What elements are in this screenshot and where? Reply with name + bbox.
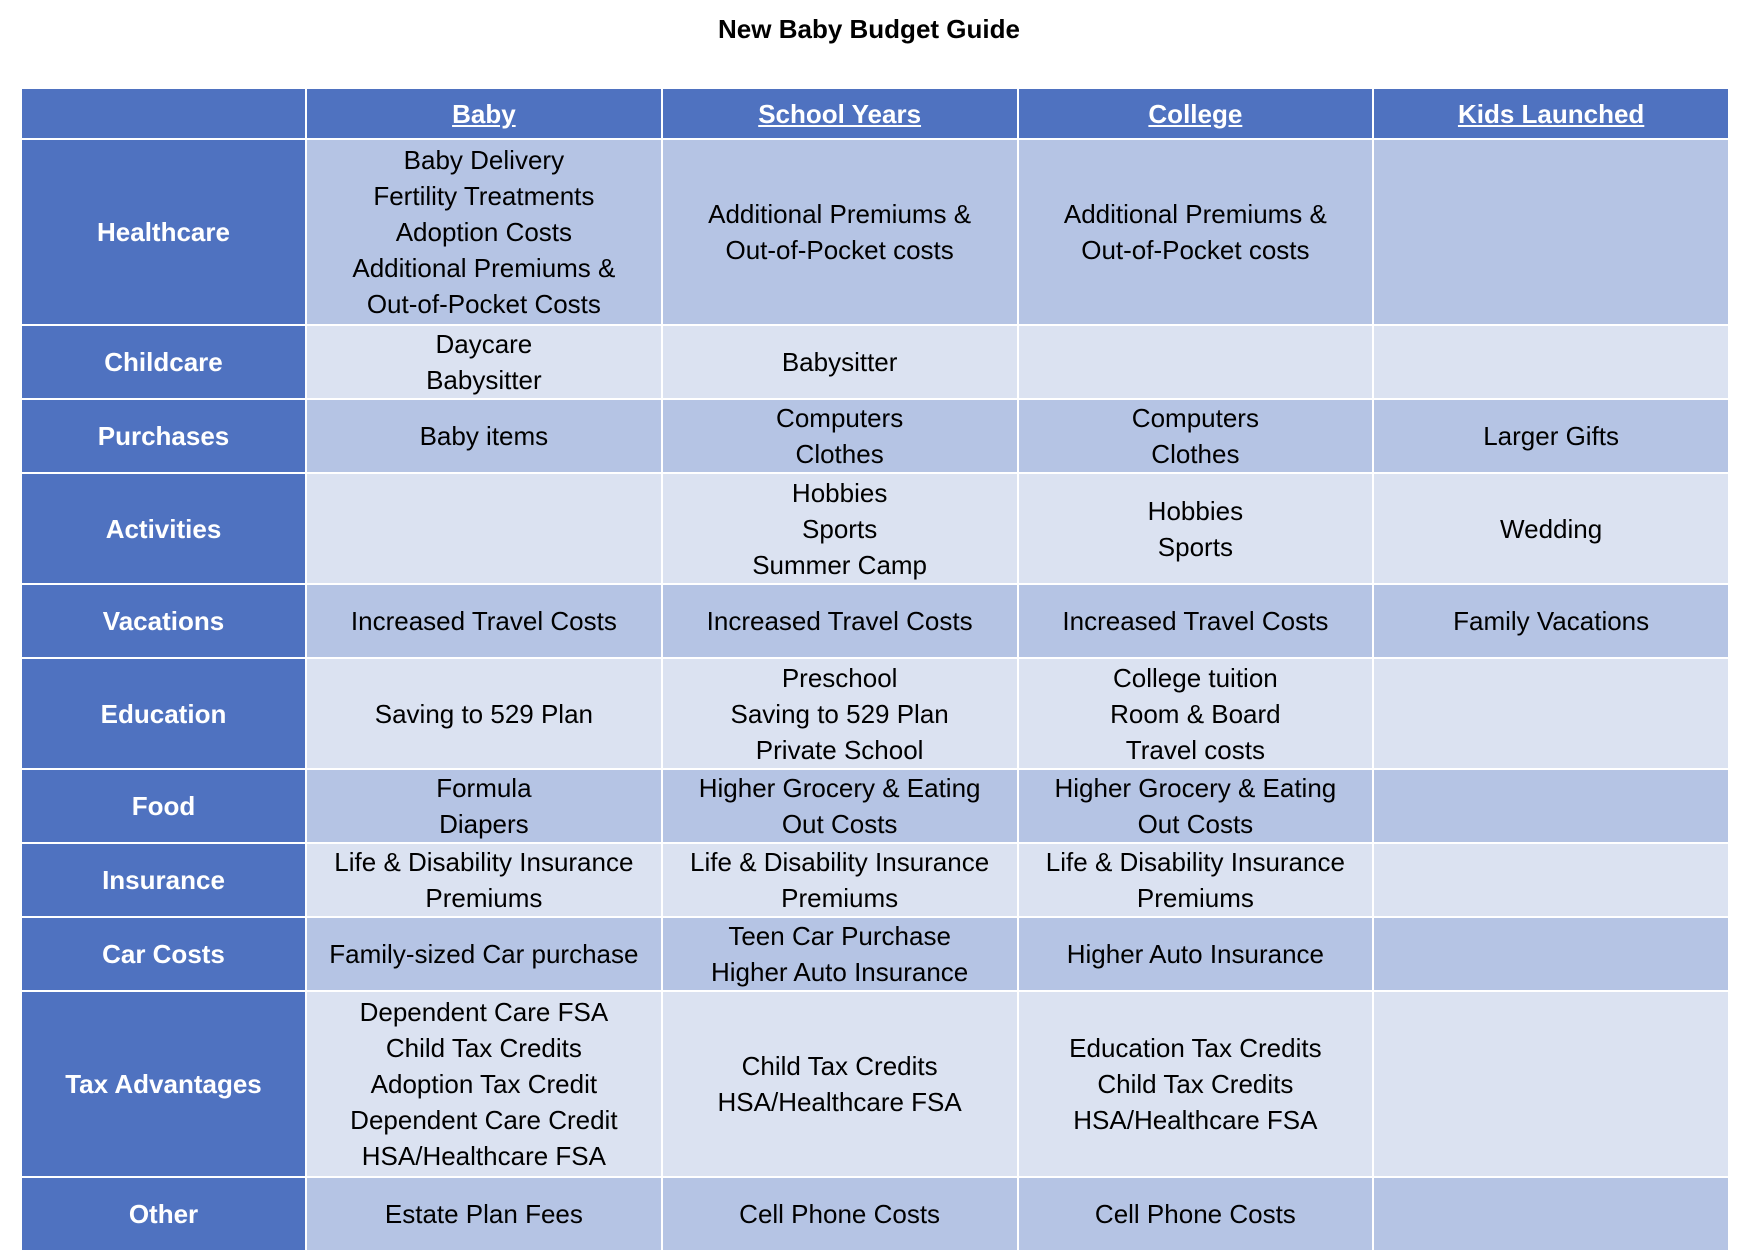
cell-line: Computers <box>1131 403 1259 433</box>
cell-line: Wedding <box>1500 513 1603 544</box>
table-cell <box>306 325 662 399</box>
cell-line: Higher Auto Insurance <box>710 957 969 987</box>
budget-table <box>20 87 1730 1252</box>
cell-line: Premiums <box>1136 883 1254 913</box>
row-header: Car Costs <box>21 917 306 991</box>
table-cell <box>662 584 1018 658</box>
table-cell <box>1373 1177 1729 1251</box>
cell-line: Cell Phone Costs <box>739 1199 941 1229</box>
cell-line: Preschool <box>781 662 898 693</box>
cell-line: Larger Gifts <box>1483 421 1620 451</box>
cell-line: Higher Grocery & Eating <box>698 773 981 803</box>
table-cell <box>1373 325 1729 399</box>
cell-line: Life & Disability Insurance <box>690 847 990 877</box>
cell-line: Saving to 529 Plan <box>730 698 949 729</box>
row-header: Education <box>21 658 306 769</box>
table-row <box>21 1177 1729 1251</box>
table-cell <box>662 991 1018 1177</box>
cell-line: Computers <box>776 403 904 433</box>
cell-line: Out-of-Pocket Costs <box>366 289 601 319</box>
column-header-kids-launched: Kids Launched <box>1373 88 1729 139</box>
cell-line: Additional Premiums & <box>352 253 616 283</box>
row-header: Vacations <box>21 584 306 658</box>
cell-line: Additional Premiums & <box>1063 199 1327 229</box>
cell-line: Formula <box>436 773 532 803</box>
table-cell <box>1018 658 1374 769</box>
cell-line: Hobbies <box>1147 495 1244 526</box>
cell-line: Dependent Care FSA <box>359 997 609 1027</box>
table-row <box>21 769 1729 843</box>
cell-line: Diapers <box>439 809 529 839</box>
table-cell <box>662 917 1018 991</box>
cell-line: Additional Premiums & <box>708 199 972 229</box>
cell-line: Dependent Care Credit <box>350 1105 618 1135</box>
cell-line: Travel costs <box>1125 734 1265 765</box>
table-cell <box>662 658 1018 769</box>
cell-line: Summer Camp <box>752 549 928 580</box>
table-cell <box>662 1177 1018 1251</box>
cell-line: Out Costs <box>1137 809 1254 839</box>
page-title: New Baby Budget Guide <box>718 14 1020 44</box>
cell-line: Estate Plan Fees <box>384 1199 583 1229</box>
cell-line: Family Vacations <box>1453 606 1650 636</box>
table-cell <box>1018 991 1374 1177</box>
cell-line: Private School <box>755 734 924 765</box>
table-row <box>21 139 1729 325</box>
cell-line: HSA/Healthcare FSA <box>1073 1105 1318 1135</box>
table-cell <box>662 843 1018 917</box>
table-cell <box>306 917 662 991</box>
cell-line: Babysitter <box>781 347 898 377</box>
cell-line: Fertility Treatments <box>373 181 595 211</box>
cell-line: Baby items <box>419 421 549 451</box>
table-row <box>21 399 1729 473</box>
cell-line: Babysitter <box>426 365 542 395</box>
table-cell <box>1373 991 1729 1177</box>
cell-line: Life & Disability Insurance <box>1045 847 1345 877</box>
table-cell <box>306 584 662 658</box>
table-cell <box>306 473 662 584</box>
cell-line: Teen Car Purchase <box>728 921 951 951</box>
table-cell <box>1373 917 1729 991</box>
cell-line: Family-sized Car purchase <box>329 939 639 969</box>
table-cell <box>662 325 1018 399</box>
cell-line: Increased Travel Costs <box>350 606 617 636</box>
table-cell <box>662 473 1018 584</box>
table-cell <box>1018 139 1374 325</box>
table-cell <box>1018 399 1374 473</box>
table-row <box>21 473 1729 584</box>
row-header: Healthcare <box>21 139 306 325</box>
table-cell <box>306 843 662 917</box>
table-row <box>21 658 1729 769</box>
cell-line: HSA/Healthcare FSA <box>717 1087 962 1117</box>
table-cell <box>662 139 1018 325</box>
table-row <box>21 843 1729 917</box>
table-cell <box>306 399 662 473</box>
table-cell <box>1373 658 1729 769</box>
cell-line: Out-of-Pocket costs <box>725 235 954 265</box>
cell-line: Child Tax Credits <box>1097 1069 1294 1099</box>
table-cell <box>1018 769 1374 843</box>
cell-line: HSA/Healthcare FSA <box>361 1141 606 1171</box>
cell-line: Adoption Tax Credit <box>370 1069 598 1099</box>
cell-line: Baby Delivery <box>403 145 565 175</box>
cell-line: Out Costs <box>781 809 898 839</box>
table-cell <box>306 769 662 843</box>
cell-line: College tuition <box>1112 662 1278 693</box>
cell-line: Education Tax Credits <box>1069 1033 1322 1063</box>
row-header: Tax Advantages <box>21 991 306 1177</box>
cell-line: Higher Auto Insurance <box>1066 939 1325 969</box>
table-cell <box>1018 584 1374 658</box>
cell-line: Sports <box>802 513 878 544</box>
cell-line: Hobbies <box>791 477 888 508</box>
table-cell <box>1373 139 1729 325</box>
table-cell <box>1018 325 1374 399</box>
table-row <box>21 991 1729 1177</box>
cell-line: Clothes <box>795 439 884 469</box>
cell-line: Increased Travel Costs <box>1062 606 1329 636</box>
header-row <box>21 88 1729 139</box>
column-header-baby: Baby <box>306 88 662 139</box>
table-cell <box>1018 917 1374 991</box>
header-corner-cell <box>21 88 306 139</box>
table-cell <box>306 991 662 1177</box>
cell-line: Cell Phone Costs <box>1094 1199 1296 1229</box>
row-header: Activities <box>21 473 306 584</box>
cell-line: Saving to 529 Plan <box>374 698 594 729</box>
table-cell <box>306 658 662 769</box>
cell-line: Child Tax Credits <box>385 1033 582 1063</box>
table-cell <box>1373 843 1729 917</box>
table-row <box>21 584 1729 658</box>
table-cell <box>1018 1177 1374 1251</box>
cell-line: Higher Grocery & Eating <box>1054 773 1337 803</box>
cell-line: Out-of-Pocket costs <box>1081 235 1310 265</box>
table-cell <box>306 1177 662 1251</box>
row-header: Childcare <box>21 325 306 399</box>
table-cell <box>1018 843 1374 917</box>
row-header: Insurance <box>21 843 306 917</box>
table-cell <box>662 769 1018 843</box>
cell-line: Life & Disability Insurance <box>334 847 634 877</box>
cell-line: Adoption Costs <box>395 217 573 247</box>
column-header-school-years: School Years <box>662 88 1018 139</box>
table-row <box>21 917 1729 991</box>
table-cell <box>1373 769 1729 843</box>
cell-line: Premiums <box>425 883 543 913</box>
cell-line: Room & Board <box>1110 698 1281 729</box>
row-header: Food <box>21 769 306 843</box>
table-cell <box>1018 473 1374 584</box>
cell-line: Daycare <box>435 329 533 359</box>
cell-line: Increased Travel Costs <box>706 606 973 636</box>
table-row <box>21 325 1729 399</box>
cell-line: Clothes <box>1151 439 1240 469</box>
column-header-college: College <box>1018 88 1374 139</box>
table-cell <box>1373 584 1729 658</box>
row-header: Other <box>21 1177 306 1251</box>
table-cell <box>1373 399 1729 473</box>
cell-line: Premiums <box>781 883 899 913</box>
cell-line: Sports <box>1157 531 1233 562</box>
row-header: Purchases <box>21 399 306 473</box>
cell-line: Child Tax Credits <box>741 1051 938 1081</box>
table-cell <box>662 399 1018 473</box>
table-cell <box>306 139 662 325</box>
table-cell <box>1373 473 1729 584</box>
